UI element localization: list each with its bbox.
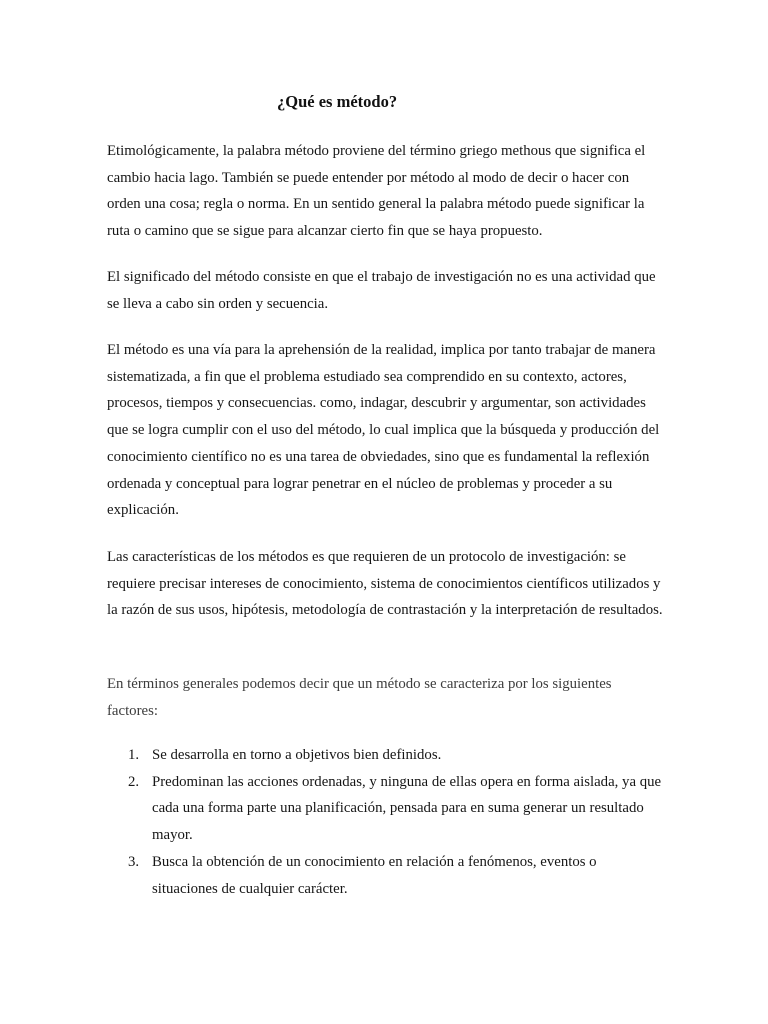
paragraph-characteristics: Las características de los métodos es que requieren de un protocolo de investigación: se requiere precisar intereses de conocimiento, sistema de conocimientos científicos utilizados y la razón de sus usos, hipótesis, metodología de contrastación y la interpretación de resultados. xyxy=(107,549,663,619)
document-title: ¿Qué es método? xyxy=(277,92,398,111)
list-item-number: 1. xyxy=(128,747,140,763)
paragraph-factors-intro: En términos generales podemos decir que un método se caracteriza por los siguientes factores: xyxy=(107,676,612,719)
list-item xyxy=(107,742,663,769)
list-item-number: 2. xyxy=(128,773,140,790)
list-item xyxy=(107,849,663,902)
paragraph-method-path: El método es una vía para la aprehensión de la realidad, implica por tanto trabajar de manera sistematizada, a fin que el problema estudiado sea comprendido en su contexto, actores, procesos, tiempos y consecuencias. como, indagar, descubrir y argumentar, son actividades que se logra cumplir con el uso del método, lo cual implica que la búsqueda y producción del conocimiento científico no es una tarea de obviedades, sino que es fundamental la reflexión ordenada y conceptual para lograr penetrar en el núcleo de problemas y proceder a su explicación. xyxy=(107,342,660,519)
factors-list xyxy=(107,742,663,902)
paragraph-meaning: El significado del método consiste en que el trabajo de investigación no es una actividad que se lleva a cabo sin orden y secuencia. xyxy=(107,269,656,312)
list-item-text: Busca la obtención de un conocimiento en relación a fenómenos, eventos o situaciones de cualquier carácter. xyxy=(152,853,597,897)
list-item-text: Predominan las acciones ordenadas, y ninguna de ellas opera en forma aislada, ya que cada una forma parte una planificación, pensada para en suma generar un resultado mayor. xyxy=(152,773,662,844)
list-item-text: Se desarrolla en torno a objetivos bien definidos. xyxy=(152,747,442,763)
list-item-number: 3. xyxy=(128,853,140,870)
list-item xyxy=(107,769,663,849)
paragraph-etymology: Etimológicamente, la palabra método proviene del término griego methous que significa el cambio hacia lago. También se puede entender por método al modo de decir o hacer con orden una cosa; regla o norma. En un sentido general la palabra método puede significar la ruta o camino que se sigue para alcanzar cierto fin que se haya propuesto. xyxy=(107,143,646,240)
